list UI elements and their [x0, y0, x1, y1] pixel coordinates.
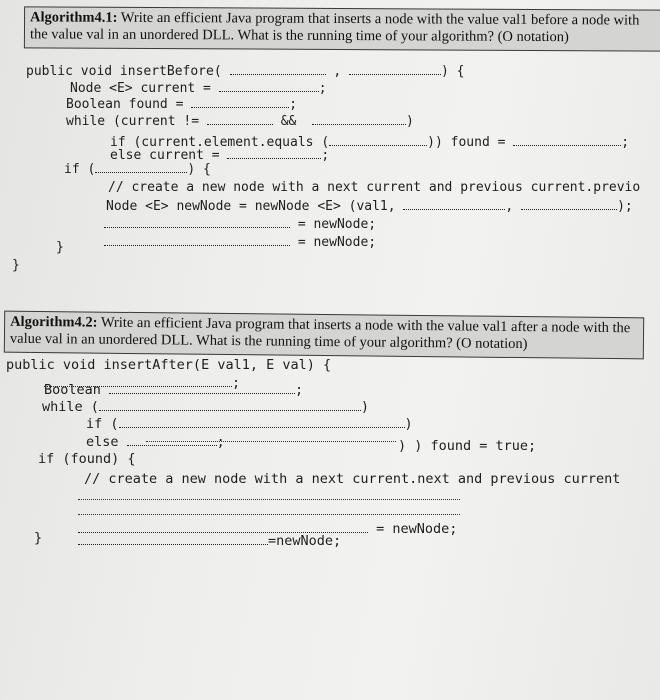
alg2-link-assign-1: = newNode; — [78, 521, 457, 537]
alg2-line-1: ; — [44, 375, 240, 391]
link-assign-blank-2[interactable] — [104, 234, 290, 246]
link-assign-line-1: = newNode; — [104, 216, 376, 233]
alg2-closing-brace: } — [34, 530, 43, 546]
else-current-line: else current = ; — [110, 148, 330, 163]
else-current-blank[interactable] — [227, 147, 321, 159]
current-init-line: Node <E> current = ; — [70, 81, 327, 96]
alg2-else-rule — [146, 441, 396, 442]
found-assign-blank[interactable] — [513, 134, 621, 146]
alg2-if-found-line: if (found) { — [38, 451, 136, 467]
link-assign-blank-1[interactable] — [104, 216, 290, 228]
alg2-while-blank[interactable] — [99, 399, 361, 411]
create-node-comment: // create a new node with a next current and previous current.previo — [108, 180, 641, 195]
algorithm-4-1-label: Algorithm4.1: — [30, 9, 118, 26]
found-init-line: Boolean found = ; — [66, 97, 298, 112]
if-equals-line: if (current.element.equals ( )) found = ; — [110, 135, 630, 150]
alg2-link-blank-2[interactable] — [78, 533, 268, 545]
alg2-boolean-line: Boolean ; — [44, 382, 304, 398]
alg2-while-line: while ( ) — [42, 399, 370, 415]
algorithm-4-2-label: Algorithm4.2: — [10, 313, 98, 331]
insert-after-signature: public void insertAfter(E val1, E val) { — [6, 357, 332, 373]
algorithm-4-2-question: Write an efficient Java program that inserts a node with the value val1 after a node with the value val in an unordered DLL. What is the running time of your algorithm? (O notation) — [9, 314, 631, 353]
alg2-found-true: ) ) found = true; — [398, 438, 537, 454]
alg2-link-assign-2: =newNode; — [78, 533, 341, 549]
param-blank-1[interactable] — [230, 63, 326, 75]
outer-closing-brace: } — [12, 258, 20, 273]
equals-arg-blank[interactable] — [329, 134, 427, 146]
alg2-if-blank[interactable] — [119, 416, 405, 428]
alg2-else-line: else ; — [86, 434, 225, 450]
alg2-blank-line-2[interactable] — [78, 514, 460, 515]
while-line: while (current != && ) — [66, 114, 414, 129]
alg2-blank-line-1[interactable] — [78, 499, 460, 500]
link-assign-line-2: = newNode; — [104, 234, 376, 251]
new-node-arg-blank-2[interactable] — [521, 198, 617, 210]
new-node-arg-blank-1[interactable] — [403, 198, 505, 210]
while-cond-blank-1[interactable] — [207, 113, 273, 125]
algorithm-4-1-question: Write an efficient Java program that inserts a node with the value val1 before a node with the value val in an unordered DLL. What is the running time of your algorithm? (O notation) — [29, 9, 640, 46]
alg2-boolean-blank[interactable] — [109, 382, 295, 394]
if-found-line: if ( ) { — [64, 162, 211, 177]
param-blank-2[interactable] — [349, 63, 441, 75]
if-cond-blank[interactable] — [95, 161, 187, 173]
alg2-create-node-comment: // create a new node with a next current.next and previous current — [84, 471, 621, 487]
algorithm-4-1-question-box — [24, 6, 660, 51]
insert-before-signature: public void insertBefore( , ) { — [26, 64, 465, 79]
alg2-else-blank[interactable] — [127, 434, 217, 446]
found-init-blank[interactable] — [191, 96, 289, 108]
alg2-if-line: if ( ) — [86, 416, 413, 432]
current-init-blank[interactable] — [219, 80, 319, 92]
while-cond-blank-2[interactable] — [312, 113, 406, 125]
inner-closing-brace: } — [56, 240, 64, 255]
new-node-line: Node <E> newNode = newNode <E> (val1, , ); — [106, 199, 633, 214]
algorithm-4-2-question-box — [4, 311, 644, 360]
alg2-link-blank-1[interactable] — [78, 521, 368, 533]
